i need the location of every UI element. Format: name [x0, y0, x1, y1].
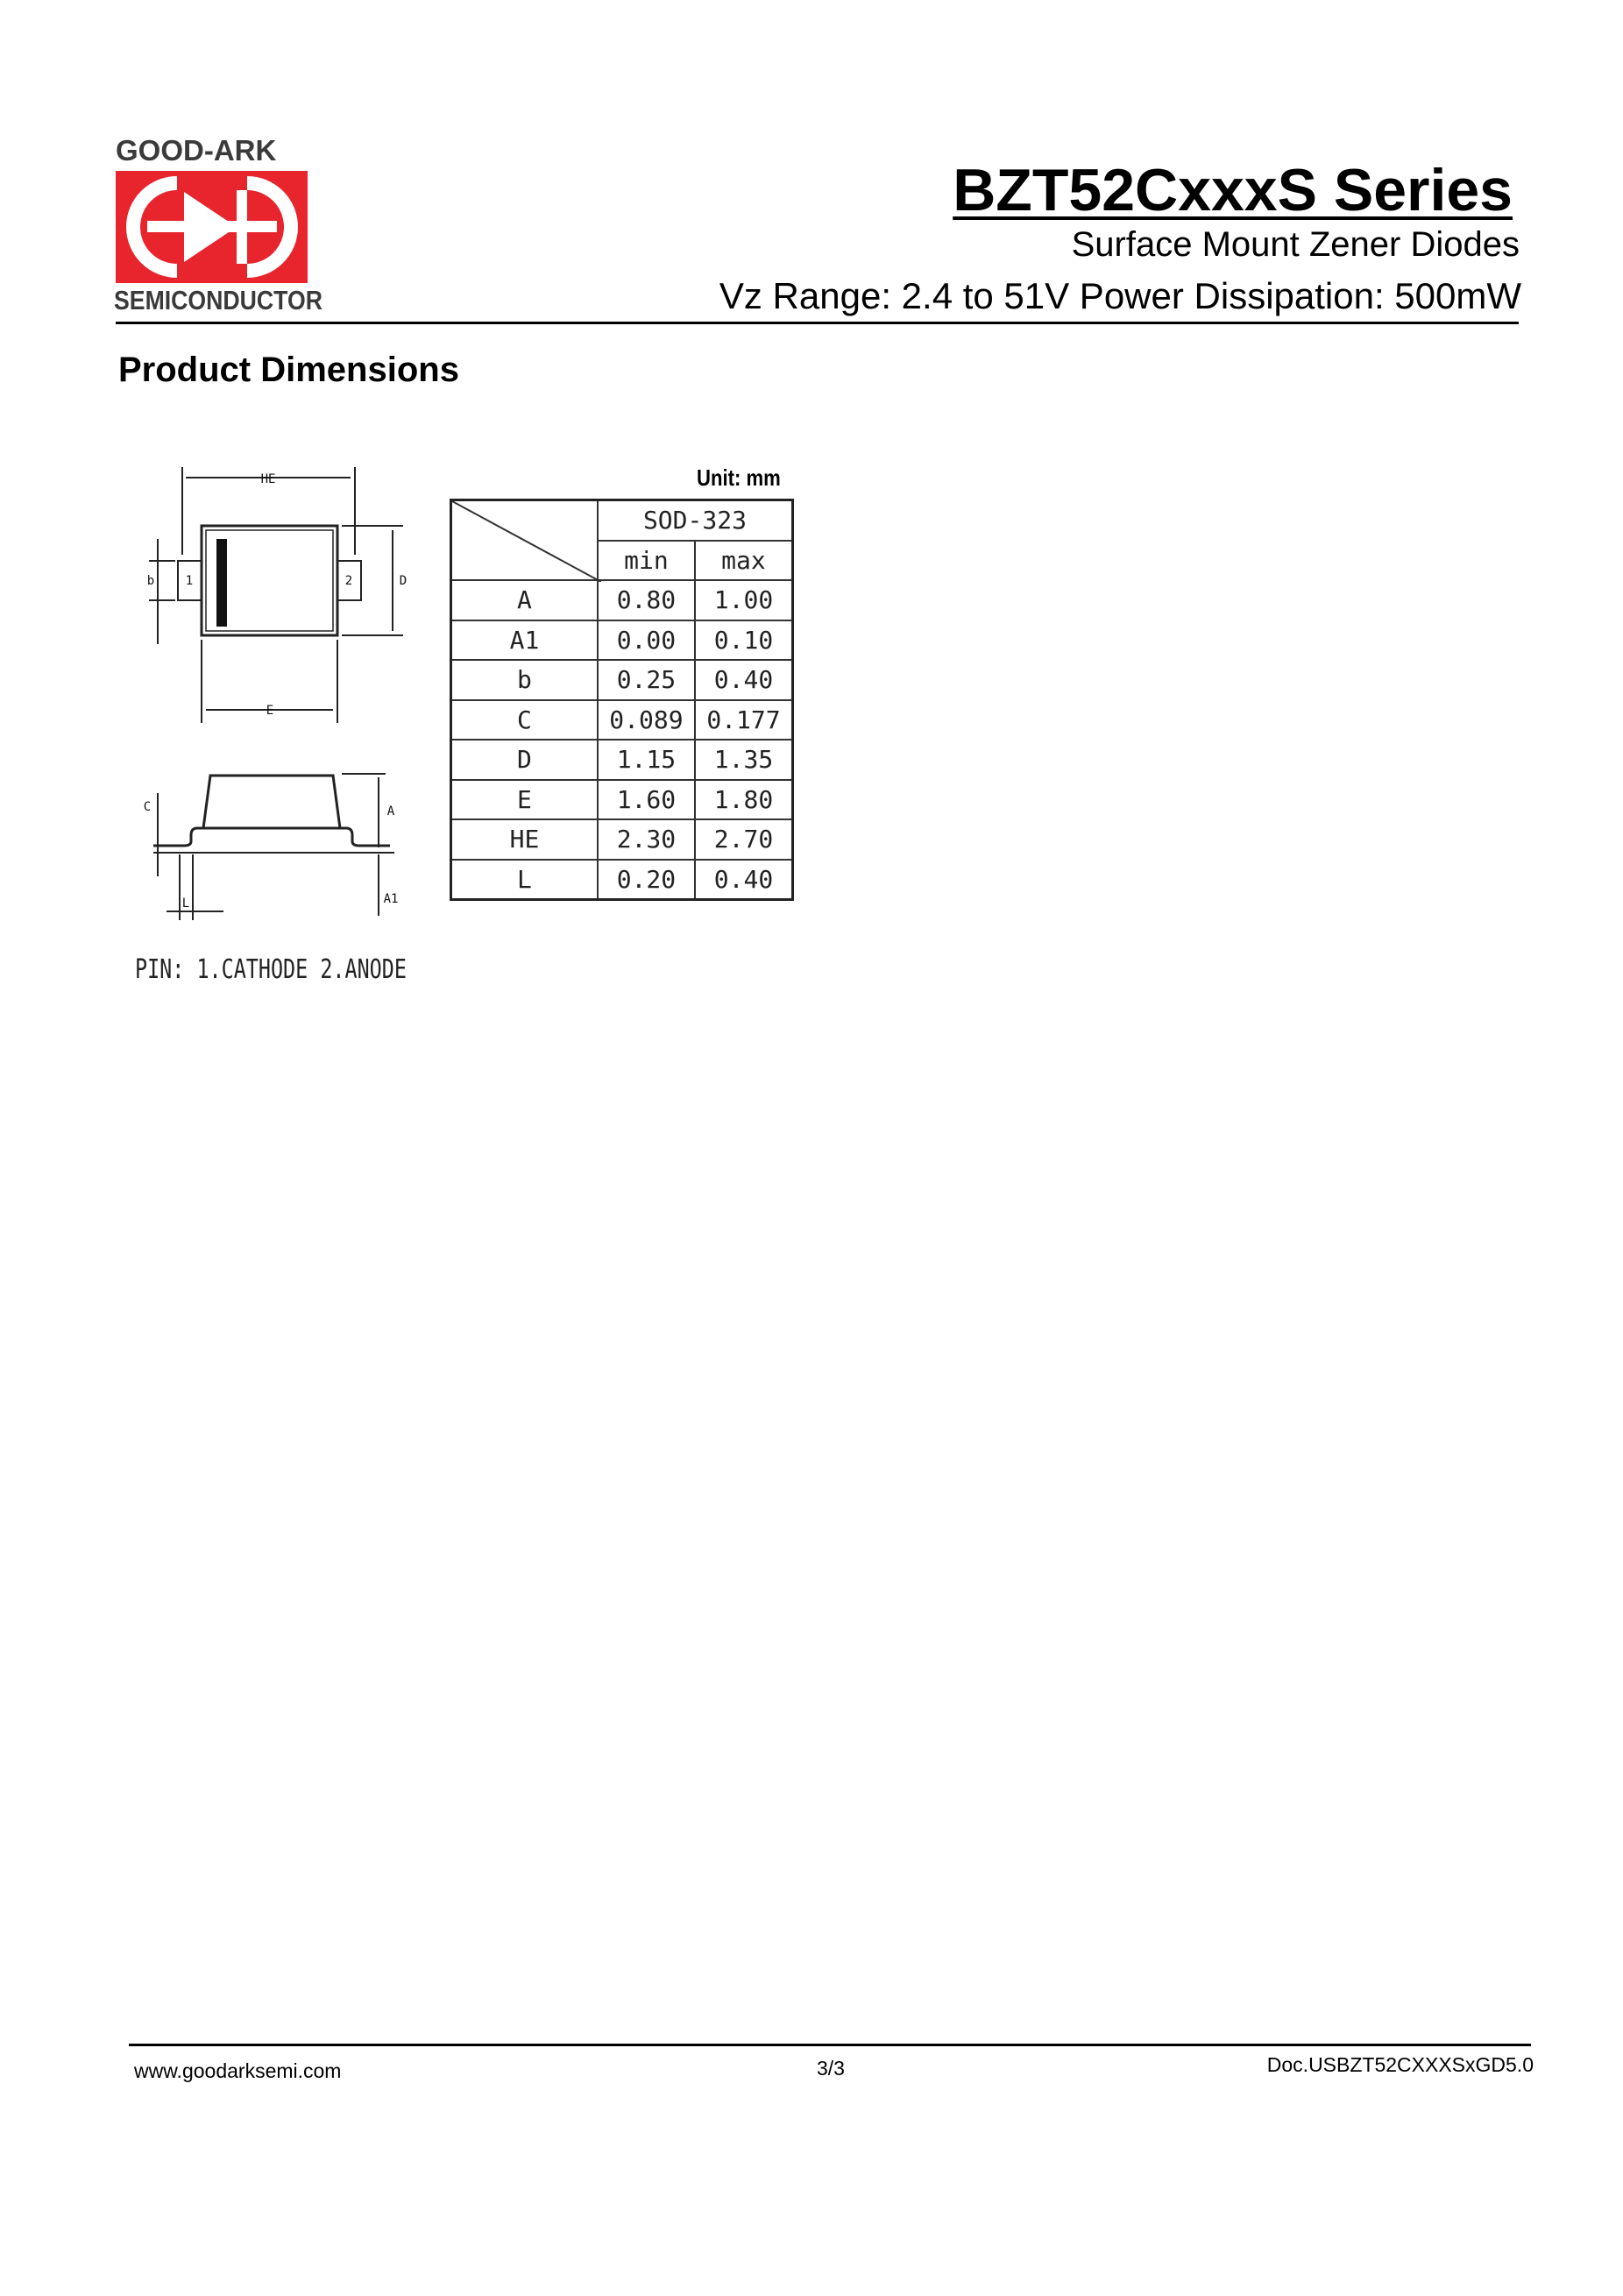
- row-symbol: L: [451, 860, 598, 900]
- footer-page-number: 3/3: [817, 2057, 845, 2080]
- row-max: 2.70: [695, 819, 793, 860]
- table-row: [451, 700, 793, 741]
- row-symbol: A1: [451, 620, 598, 661]
- package-header: SOD-323: [598, 500, 793, 541]
- brand-name-bottom: SEMICONDUCTOR: [114, 285, 322, 315]
- pin2-label: 2: [344, 574, 353, 588]
- row-symbol: HE: [451, 819, 598, 860]
- row-max: 1.00: [695, 580, 793, 620]
- table-corner-cell: [451, 500, 598, 581]
- brand-name-top: GOOD-ARK: [116, 134, 277, 167]
- spec-range: Vz Range: 2.4 to 51V Power Dissipation: 500mW: [719, 275, 1521, 316]
- row-symbol: C: [451, 700, 598, 741]
- company-logo-icon: [116, 171, 308, 283]
- row-max: 1.80: [695, 780, 793, 820]
- table-row: [451, 780, 793, 820]
- row-max: 0.177: [695, 700, 793, 741]
- row-symbol: E: [451, 780, 598, 820]
- table-row: [451, 740, 793, 780]
- row-min: 0.00: [598, 620, 695, 661]
- footer-divider: [129, 2044, 1531, 2046]
- row-min: 0.20: [598, 860, 695, 900]
- row-min: 2.30: [598, 819, 695, 860]
- b-dim-label: b: [146, 574, 155, 588]
- document-subtitle: Surface Mount Zener Diodes: [1071, 225, 1520, 264]
- footer-website: www.goodarksemi.com: [134, 2059, 342, 2082]
- document-title: BZT52CxxxS Series: [953, 157, 1513, 223]
- row-max: 0.40: [695, 660, 793, 700]
- header-divider: [116, 322, 1519, 324]
- l-dim-label: L: [181, 896, 190, 911]
- row-symbol: A: [451, 580, 598, 620]
- a1-dim-label: A1: [383, 892, 399, 906]
- row-min: 0.089: [598, 700, 695, 741]
- footer-doc-id: Doc.USBZT52CXXXSxGD5.0: [1266, 2053, 1534, 2076]
- table-row: [451, 620, 793, 661]
- table-row: [451, 819, 793, 860]
- row-min: 0.25: [598, 660, 695, 700]
- he-dim-label: HE: [260, 472, 276, 486]
- c-dim-label: C: [143, 800, 152, 814]
- dimensions-table: [450, 499, 794, 901]
- row-min: 1.60: [598, 780, 695, 820]
- table-row: [451, 860, 793, 900]
- row-symbol: b: [451, 660, 598, 700]
- pin-note: PIN: 1.CATHODE 2.ANODE: [135, 954, 407, 985]
- row-min: 0.80: [598, 580, 695, 620]
- row-max: 0.40: [695, 860, 793, 900]
- table-row: [451, 660, 793, 700]
- table-row: [451, 580, 793, 620]
- pin1-label: 1: [185, 574, 194, 588]
- d-dim-label: D: [399, 574, 408, 588]
- row-max: 1.35: [695, 740, 793, 780]
- row-max: 0.10: [695, 620, 793, 661]
- col-min-header: min: [598, 541, 695, 581]
- section-title: Product Dimensions: [118, 351, 459, 389]
- row-min: 1.15: [598, 740, 695, 780]
- unit-label: Unit: mm: [697, 464, 781, 491]
- row-symbol: D: [451, 740, 598, 780]
- e-dim-label: E: [266, 704, 274, 718]
- col-max-header: max: [695, 541, 793, 581]
- a-dim-label: A: [386, 804, 395, 818]
